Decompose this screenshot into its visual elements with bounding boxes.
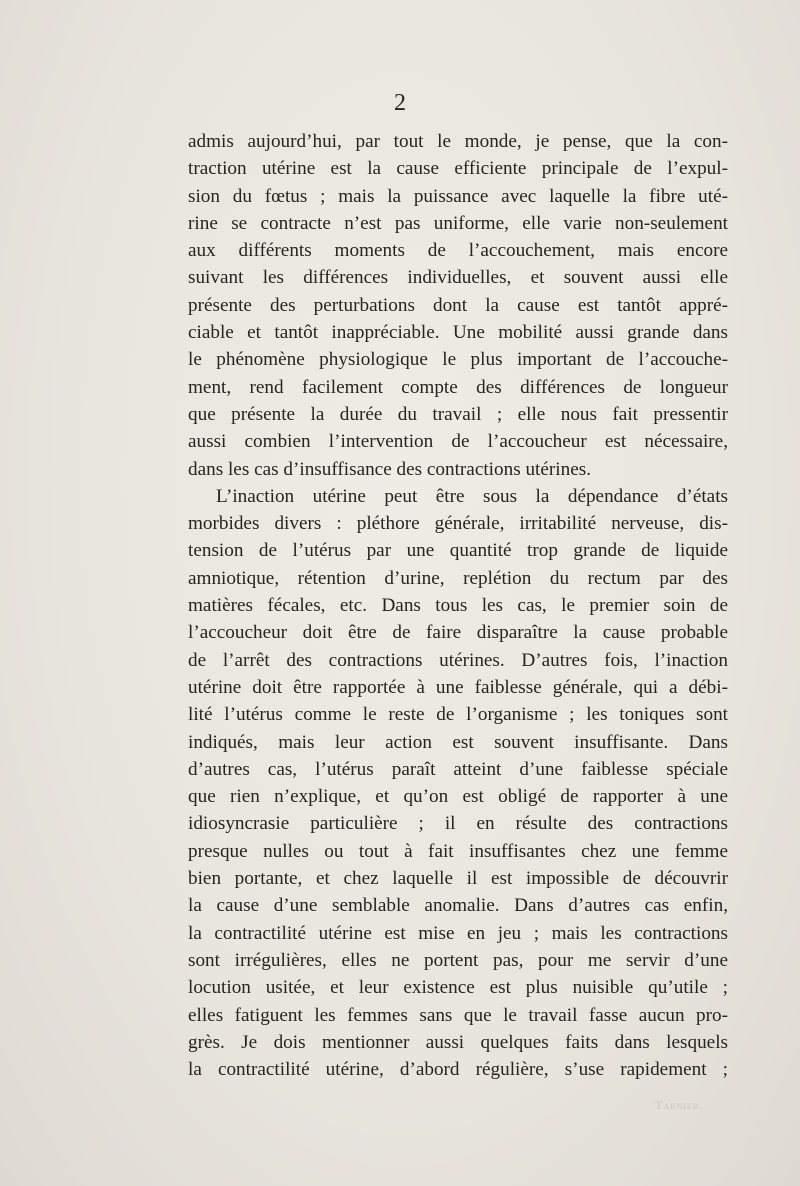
text-line: aussi combien l’intervention de l’accoucheur est nécessaire, bbox=[188, 431, 728, 453]
text-line: matières fécales, etc. Dans tous les cas, le premier soin de bbox=[188, 595, 728, 617]
text-line: morbides divers : pléthore générale, irritabilité nerveuse, dis- bbox=[188, 513, 728, 535]
text-line: traction utérine est la cause efficiente principale de l’expul- bbox=[188, 158, 728, 180]
text-line: ciable et tantôt inappréciable. Une mobilité aussi grande dans bbox=[188, 322, 728, 344]
text-line: idiosyncrasie particulière ; il en résulte des contractions bbox=[188, 813, 728, 835]
text-line: l’accoucheur doit être de faire disparaître la cause probable bbox=[188, 622, 728, 644]
text-line: la contractilité utérine, d’abord régulière, s’use rapidement ; bbox=[188, 1059, 728, 1081]
text-line: le phénomène physiologique le plus important de l’accouche- bbox=[188, 349, 728, 371]
text-line: la cause d’une semblable anomalie. Dans d’autres cas enfin, bbox=[188, 895, 728, 917]
text-line: rine se contracte n’est pas uniforme, elle varie non-seulement bbox=[188, 212, 728, 234]
text-line: locution usitée, et leur existence est plus nuisible qu’utile ; bbox=[188, 977, 728, 999]
text-line: amniotique, rétention d’urine, replétion du rectum par des bbox=[188, 567, 728, 589]
text-line: suivant les différences individuelles, et souvent aussi elle bbox=[188, 267, 728, 289]
text-line: de l’arrêt des contractions utérines. D’autres fois, l’inaction bbox=[188, 649, 728, 671]
text-line: la contractilité utérine est mise en jeu ; mais les contractions bbox=[188, 922, 728, 944]
page-number: 2 bbox=[394, 90, 406, 116]
text-line: grès. Je dois mentionner aussi quelques faits dans lesquels bbox=[188, 1031, 728, 1053]
text-line: elles fatiguent les femmes sans que le travail fasse aucun pro- bbox=[188, 1004, 728, 1026]
text-line: ment, rend facilement compte des différences de longueur bbox=[188, 376, 728, 398]
text-line: bien portante, et chez laquelle il est impossible de découvrir bbox=[188, 868, 728, 890]
text-line: d’autres cas, l’utérus paraît atteint d’une faiblesse spéciale bbox=[188, 758, 728, 780]
text-line: presque nulles ou tout à fait insuffisantes chez une femme bbox=[188, 840, 728, 862]
footer-mark: Tarnier. bbox=[655, 1098, 704, 1112]
text-line: dans les cas d’insuffisance des contractions utérines. bbox=[188, 458, 591, 480]
text-line: aux différents moments de l’accouchement, mais encore bbox=[188, 240, 728, 262]
text-line: admis aujourd’hui, par tout le monde, je pense, que la con- bbox=[188, 131, 728, 152]
text-line: tension de l’utérus par une quantité trop grande de liquide bbox=[188, 540, 728, 562]
text-line: sont irrégulières, elles ne portent pas, pour me servir d’une bbox=[188, 949, 728, 971]
body-text bbox=[188, 128, 728, 1083]
text-line: présente des perturbations dont la cause est tantôt appré- bbox=[188, 294, 728, 316]
text-line: que présente la durée du travail ; elle nous fait pressentir bbox=[188, 403, 728, 425]
text-line: sion du fœtus ; mais la puissance avec laquelle la fibre uté- bbox=[188, 185, 728, 207]
text-line: que rien n’explique, et qu’on est obligé de rapporter à une bbox=[188, 786, 728, 808]
text-line: utérine doit être rapportée à une faiblesse générale, qui a débi- bbox=[188, 676, 728, 698]
text-line: L’inaction utérine peut être sous la dépendance d’états bbox=[216, 485, 728, 507]
text-line: indiqués, mais leur action est souvent insuffisante. Dans bbox=[188, 731, 728, 753]
text-line: lité l’utérus comme le reste de l’organisme ; les toniques sont bbox=[188, 704, 728, 726]
